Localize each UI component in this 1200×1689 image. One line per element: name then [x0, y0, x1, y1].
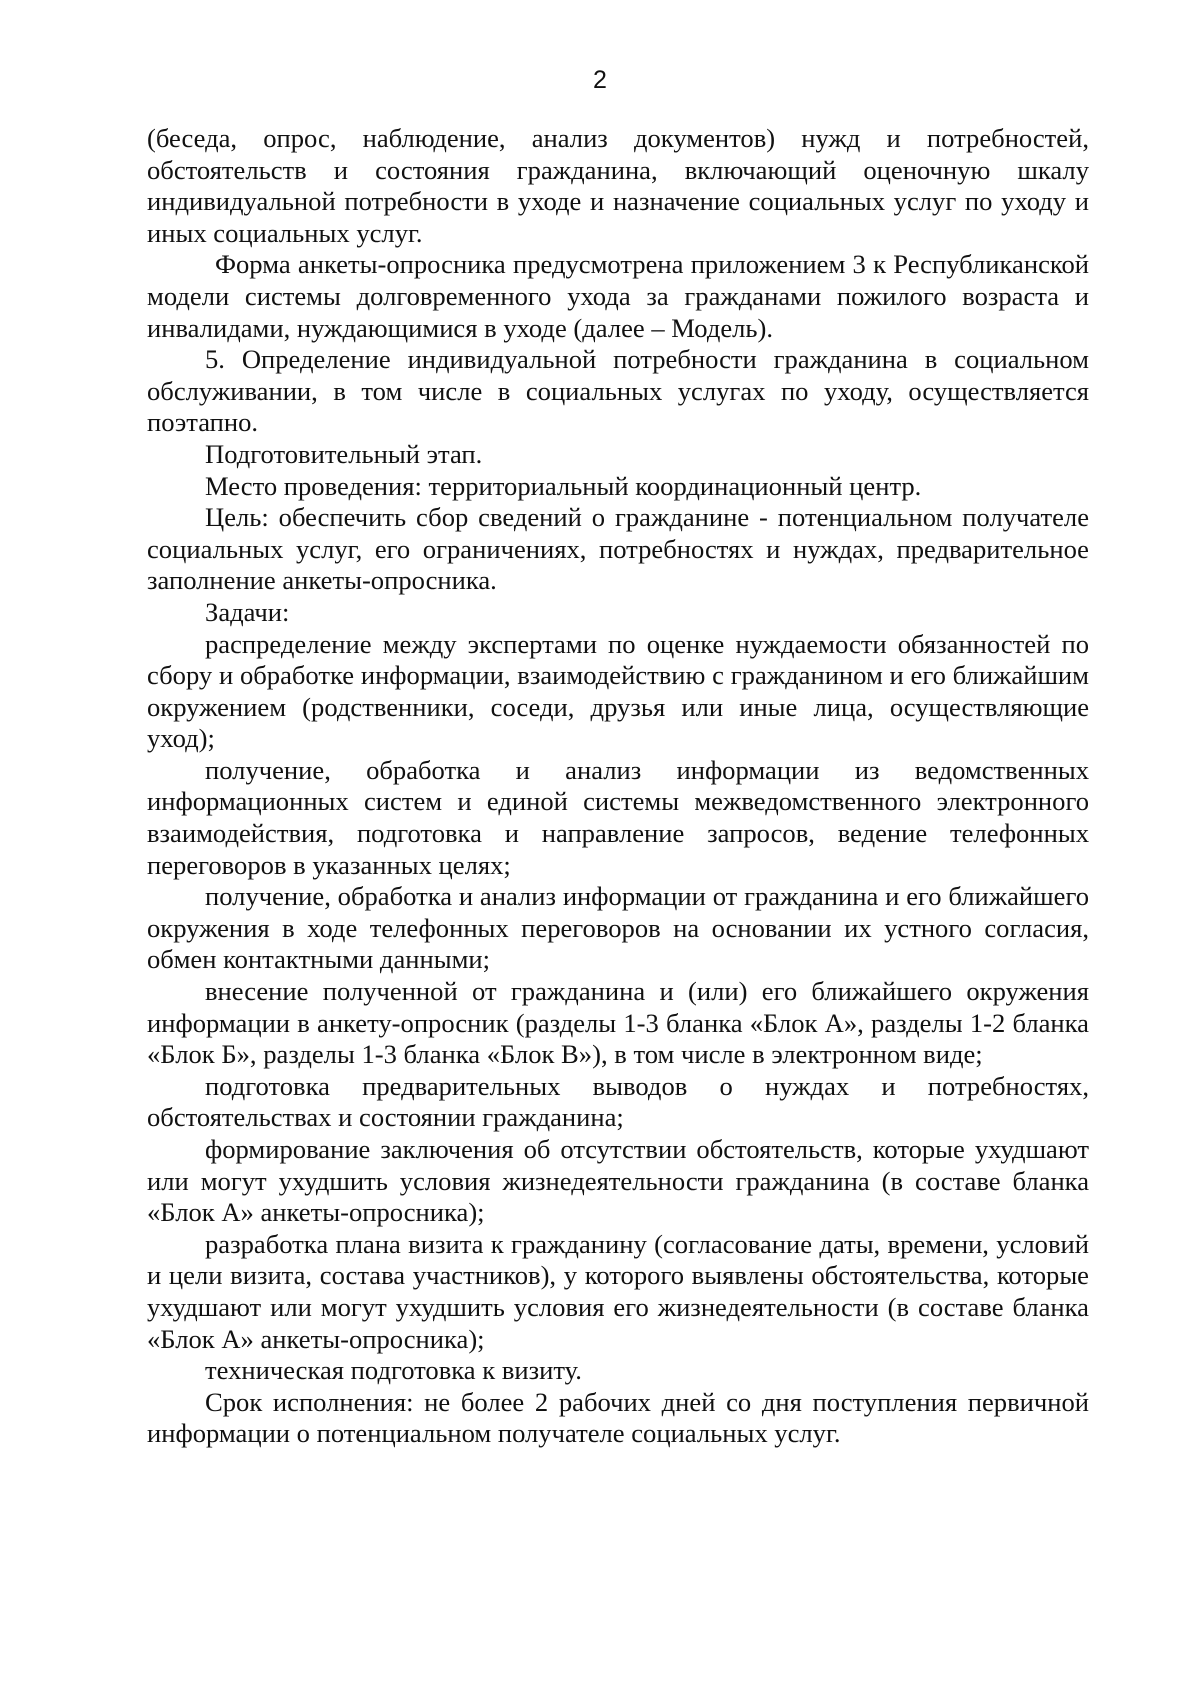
paragraph-stage-heading: Подготовительный этап.	[205, 438, 483, 469]
paragraph-task-1: распределение между экспертами по оценке нуждаемости обязанностей по сбору и обработке информации, взаимодействию с гражданином и его ближайшим окружением (родственники, соседи, друзья или иные лица, осуществляющие уход);	[147, 628, 1089, 754]
page-number: 2	[593, 66, 607, 94]
paragraph-task-3: получение, обработка и анализ информации от гражданина и его ближайшего окружения в ходе телефонных переговоров на основании их устного согласия, обмен контактными данными;	[147, 881, 1089, 975]
document-body	[147, 123, 1089, 1450]
paragraph-task-5: подготовка предварительных выводов о нуждах и потребностях, обстоятельствах и состоянии гражданина;	[147, 1070, 1089, 1133]
paragraph-location: Место проведения: территориальный координационный центр.	[205, 470, 922, 501]
paragraph-task-6: формирование заключения об отсутствии обстоятельств, которые ухудшают или могут ухудшить условия жизнедеятельности гражданина (в составе бланка «Блок А» анкеты-опросника);	[147, 1134, 1089, 1228]
paragraph-tasks-heading: Задачи:	[205, 596, 290, 627]
paragraph-task-4: внесение полученной от гражданина и (или) его ближайшего окружения информации в анкету-опросник (разделы 1-3 бланка «Блок А», разделы 1-2 бланка «Блок Б», разделы 1-3 бланка «Блок В»), в том числе в электронном виде;	[147, 976, 1089, 1070]
paragraph-form-reference: Форма анкеты-опросника предусмотрена приложением 3 к Республиканской модели системы долговременного ухода за гражданами пожилого возраста и инвалидами, нуждающимися в уходе (далее – Модель).	[147, 249, 1089, 343]
paragraph-task-2: получение, обработка и анализ информации из ведомственных информационных систем и единой системы межведомственного электронного взаимодействия, подготовка и направление запросов, ведение телефонных переговоров в указанных целях;	[147, 754, 1089, 880]
paragraph-task-8: техническая подготовка к визиту.	[205, 1355, 582, 1386]
paragraph-task-7: разработка плана визита к гражданину (согласование даты, времени, условий и цели визита, состава участников), у которого выявлены обстоятельства, которые ухудшают или могут ухудшить условия его жизнедеятельности (в составе бланка «Блок А» анкеты-опросника);	[147, 1228, 1089, 1354]
paragraph-goal: Цель: обеспечить сбор сведений о гражданине - потенциальном получателе социальных услуг, его ограничениях, потребностях и нуждах, предварительное заполнение анкеты-опросника.	[147, 502, 1089, 596]
paragraph-item-5: 5. Определение индивидуальной потребности гражданина в социальном обслуживании, в том числе в социальных услугах по уходу, осуществляется поэтапно.	[147, 344, 1089, 438]
paragraph-deadline: Срок исполнения: не более 2 рабочих дней со дня поступления первичной информации о потенциальном получателе социальных услуг.	[147, 1386, 1089, 1449]
paragraph-continuation: (беседа, опрос, наблюдение, анализ документов) нужд и потребностей, обстоятельств и состояния гражданина, включающий оценочную шкалу индивидуальной потребности в уходе и назначение социальных услуг по уходу и иных социальных услуг.	[147, 123, 1089, 248]
